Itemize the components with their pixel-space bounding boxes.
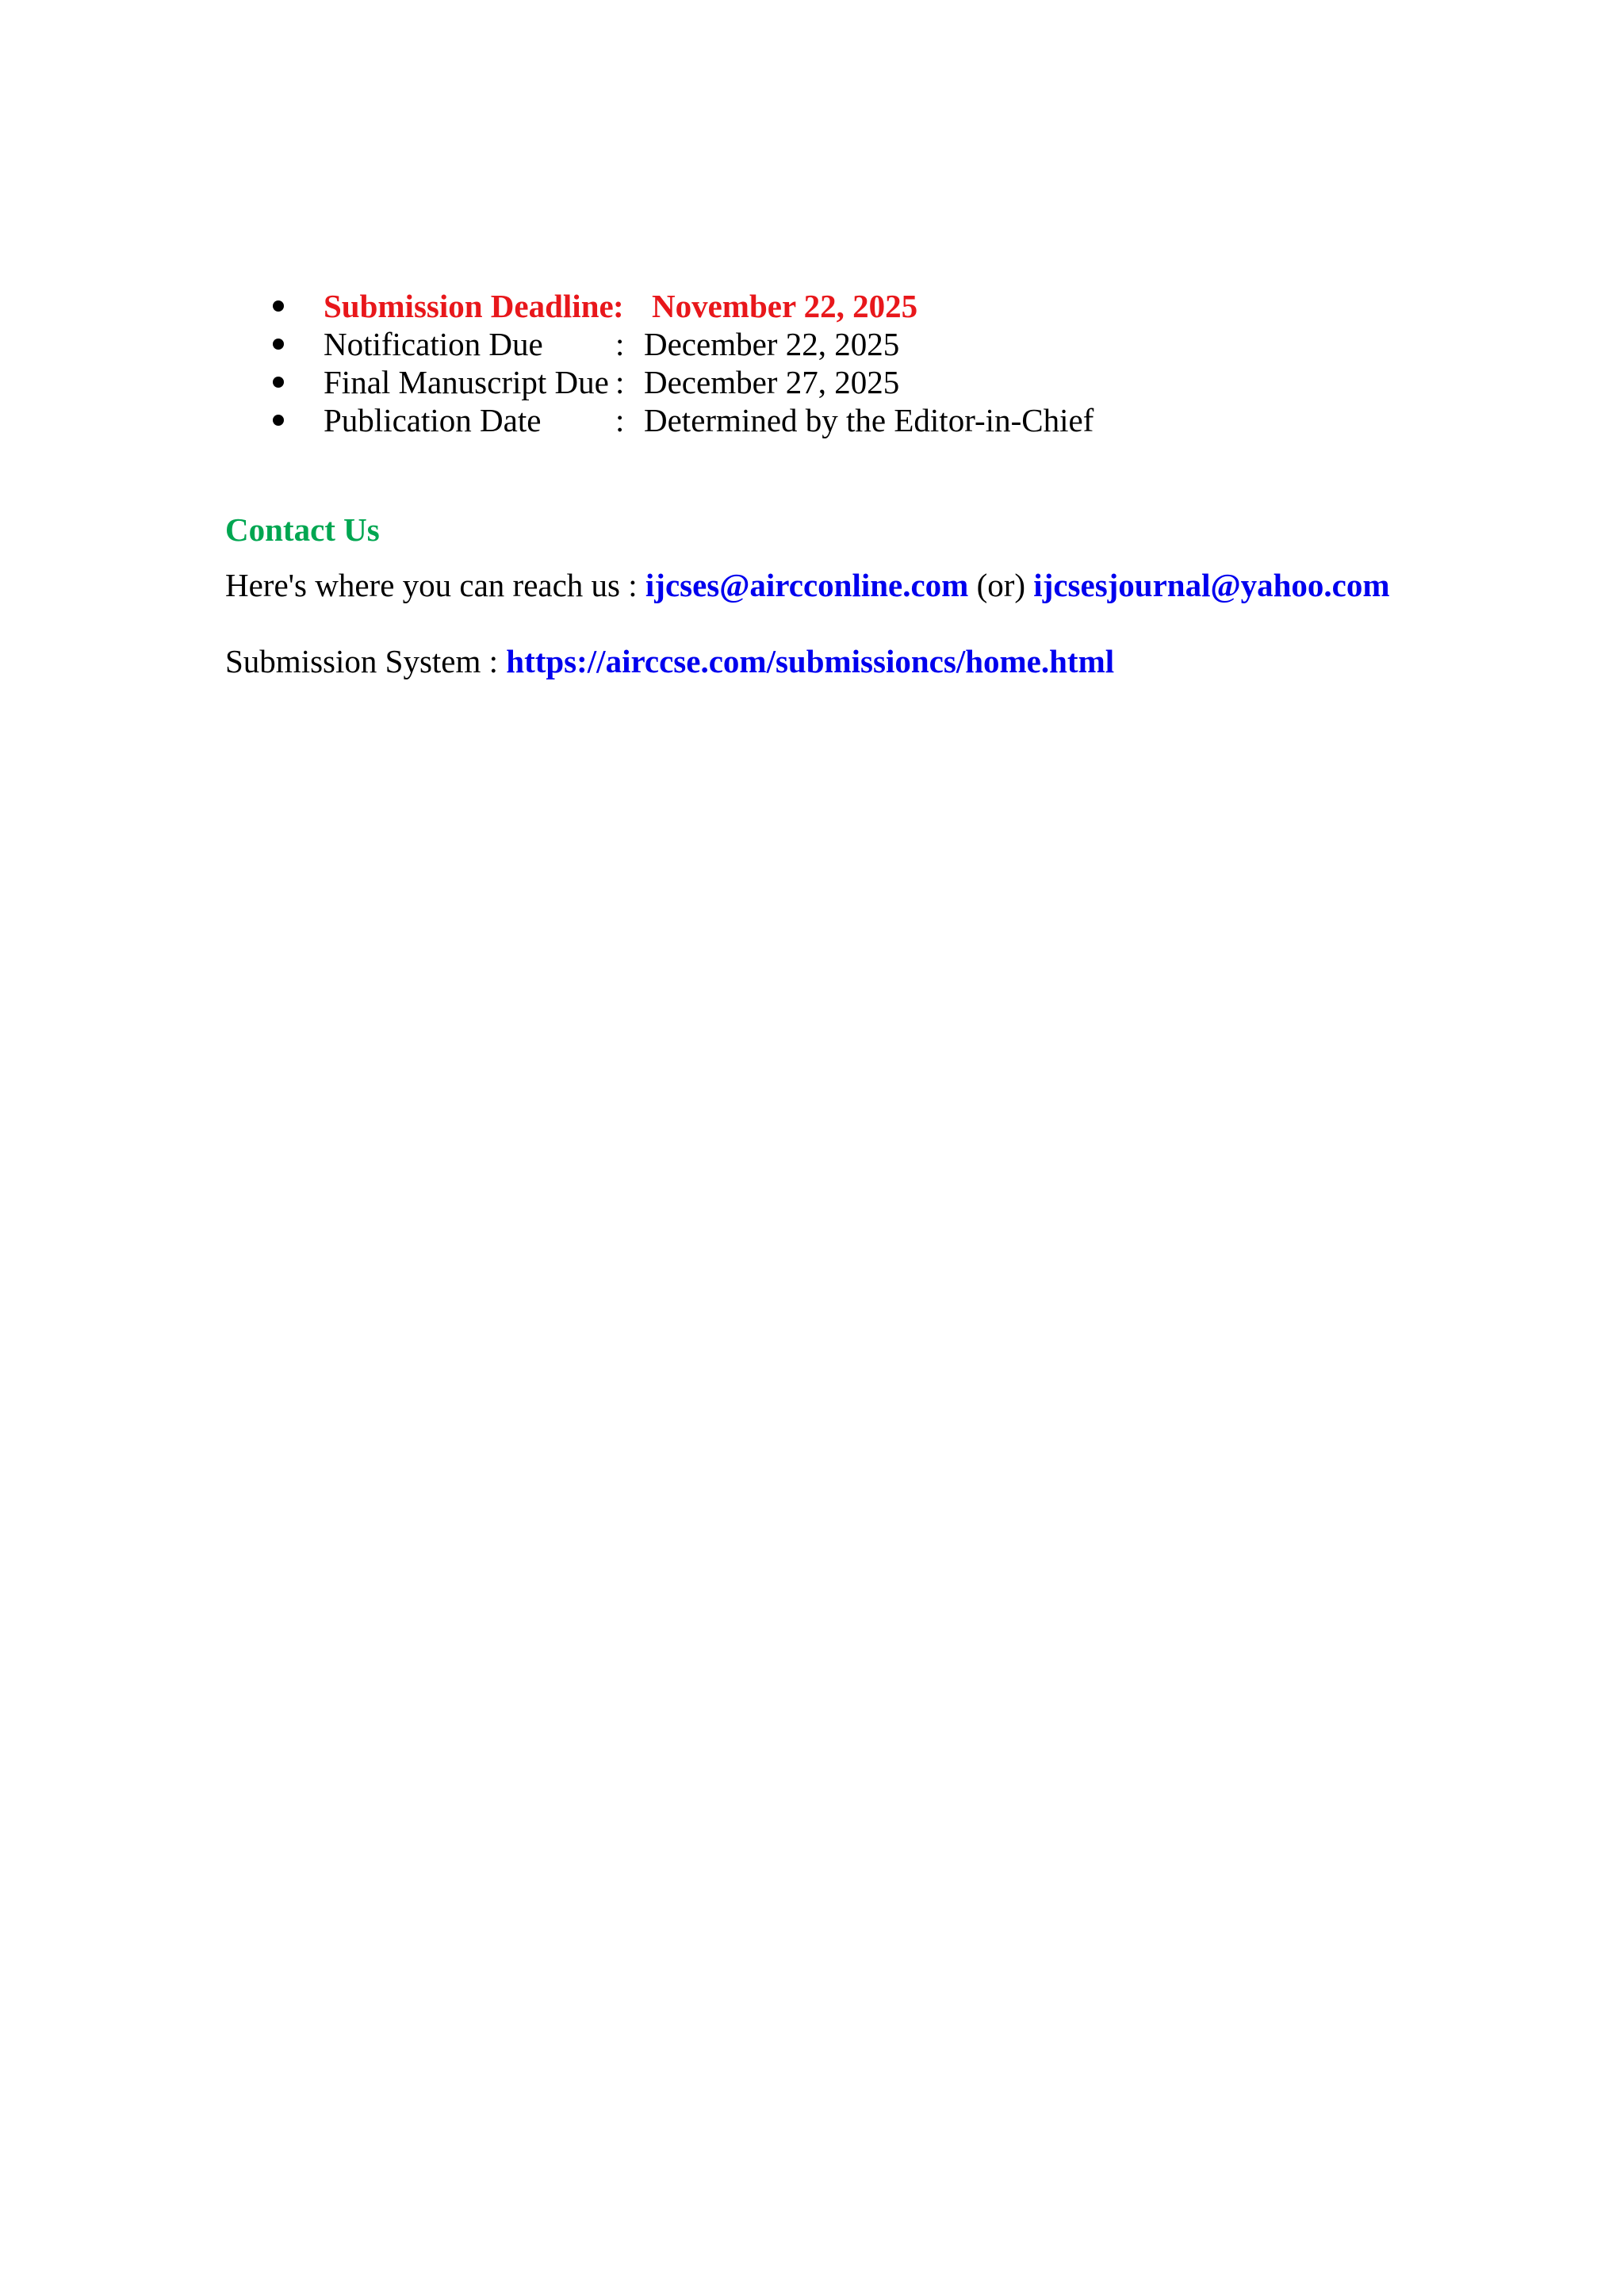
or-text: (or) [968,567,1034,603]
email-secondary-link[interactable]: ijcsesjournal@yahoo.com [1033,567,1390,603]
date-value: November 22, 2025 [652,288,918,324]
bullet-icon [273,300,284,312]
submission-prefix: Submission System : [225,643,507,679]
date-value: December 27, 2025 [644,364,900,400]
date-separator: : [615,326,625,362]
date-label: Submission Deadline [324,288,614,324]
bullet-icon [273,339,284,350]
date-value: December 22, 2025 [644,326,900,362]
reach-prefix: Here's where you can reach us : [225,567,645,603]
bullet-icon [273,377,284,388]
date-separator: : [615,402,625,438]
date-label: Final Manuscript Due [324,364,609,400]
date-label: Notification Due [324,326,543,362]
email-primary-link[interactable]: ijcses@aircconline.com [645,567,969,603]
contact-heading: Contact Us [225,511,380,548]
submission-system-link[interactable]: https://airccse.com/submissioncs/home.html [506,643,1115,679]
submission-system-line [225,639,1114,683]
date-label: Publication Date [324,402,542,438]
date-separator: : [613,288,624,324]
date-value: Determined by the Editor-in-Chief [644,402,1094,438]
date-separator: : [615,364,625,400]
bullet-icon [273,415,284,426]
contact-reach-line [225,563,1390,607]
